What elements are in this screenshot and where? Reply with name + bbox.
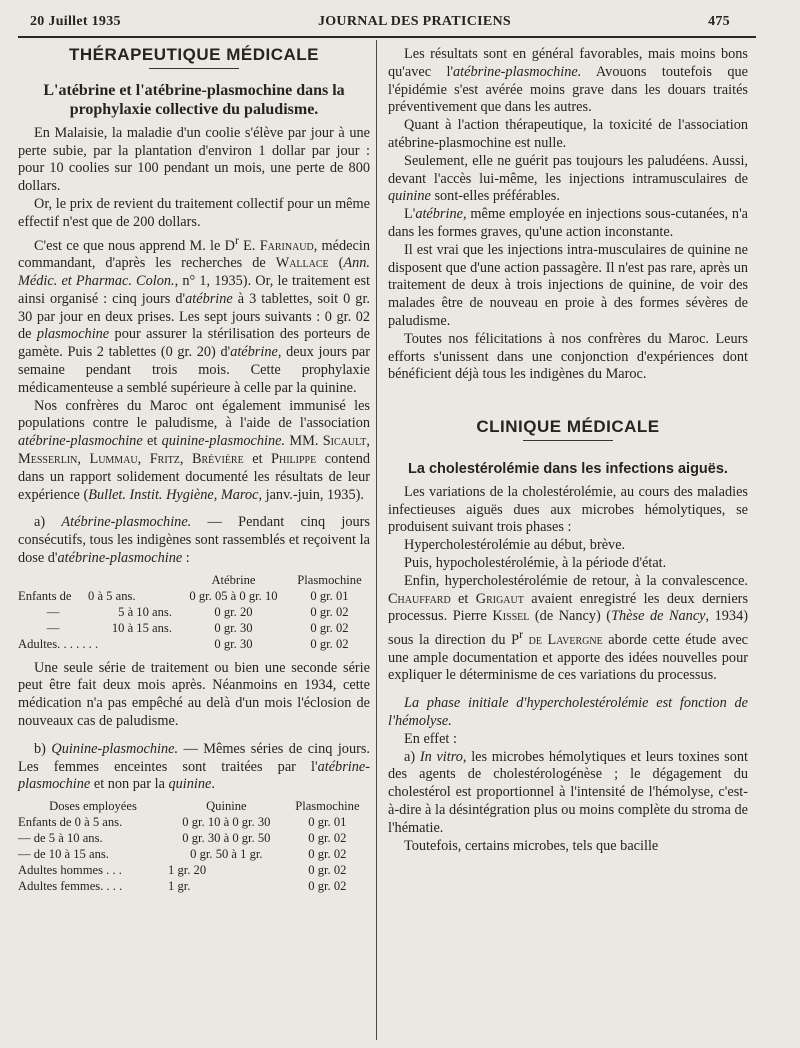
paragraph: Les résultats sont en général favorables, mais moins bons qu'avec l'atébrine-plasmochine. Avouons toutefois que l'épidémie s'est avérée moins grave dans les douars traités préventivement que dans les autres. <box>388 46 748 116</box>
paragraph: En effet : <box>404 730 457 747</box>
author-name: Kissel <box>492 608 530 625</box>
author-name: de Lavergne <box>528 631 603 648</box>
reference: Thèse de Nancy <box>611 608 706 625</box>
dosage-table-quinine <box>18 798 370 894</box>
author-names: Sicault, Messerlin, Lummau, Fritz, Brévière <box>18 433 370 467</box>
section-title-rule <box>149 68 239 69</box>
section-title-rule <box>523 440 613 441</box>
paragraph: Toutes nos félicitations à nos confrères du Maroc. Leurs efforts s'unissent dans une conjonction d'expériences dont bénéficient déjà tous les indigènes du Maroc. <box>388 330 748 383</box>
author-name: Farinaud <box>259 237 314 254</box>
paragraph: Or, le prix de revient du traitement collectif pour un même effectif n'est que de 200 dollars. <box>18 195 370 230</box>
table-header-row: Atébrine Plasmochine <box>211 572 362 587</box>
table-row: — 10 à 15 ans. 0 gr. 30 0 gr. 02 <box>46 620 349 635</box>
paragraph-italic: La phase initiale d'hypercholestérolémie est fonction de l'hémolyse. <box>388 695 748 730</box>
table-header-row: Doses employées Quinine Plasmochine <box>49 799 360 814</box>
paragraph: Nos confrères du Maroc ont également immunisé les populations contre le paludisme, à l'aide de l'association atébrine-plasmochine et quinine-plasmochine. MM. Sicault, Messerlin, Lummau, Fritz, Brévière et Philippe contend dans un rapport solidement documenté les résultats de leur expérience (Bullet. Instit. Hygiène, Maroc, janv.-juin, 1935). <box>18 397 370 503</box>
header-rule <box>18 36 756 38</box>
paragraph: Hypercholestérolémie au début, brève. <box>404 537 626 554</box>
article-title-atebrine: L'atébrine et l'atébrine-plasmochine dans la prophylaxie collective du paludisme. <box>43 81 345 118</box>
paragraph: L'atébrine, même employée en injections sous-cutanées, n'a dans les formes graves, qu'une action inconstante. <box>388 206 748 240</box>
paragraph: En Malaisie, la maladie d'un coolie s'élève par jour à une perte subie, par la plantation d'environ 1 dollar par jour : pour 10 coolies sur 100 pendant un mois, une perte de 800 dollars. <box>18 124 370 195</box>
section-title-therapeutique: THÉRAPEUTIQUE MÉDICALE <box>69 45 319 64</box>
paragraph: Enfin, hypercholestérolémie de retour, à la convalescence. Chauffard et Grigaut avaient enregistré les deux derniers processus. Pierre Kissel (de Nancy) (Thèse de Nancy, 1934) sous la direction du $P^r$ de Lavergne aborde cette étude avec une ample documentation et apporte des idées nouvelles pour expliquer le déterminisme de ces variations du processus. <box>388 572 749 684</box>
table-row: Adultes hommes . . . 1 gr. 20 0 gr. 02 <box>18 863 347 878</box>
table-row: — de 10 à 15 ans. 0 gr. 50 à 1 gr. 0 gr. 02 <box>18 847 347 862</box>
dosage-table-atebrine <box>18 572 370 652</box>
paragraph-a: a) Atébrine-plasmochine. — Pendant cinq jours consécutifs, tous les indigènes sont rassemblés et reçoivent la dose d'atébrine-plasmochine : <box>18 514 370 566</box>
section-title-clinique: CLINIQUE MÉDICALE <box>476 417 660 437</box>
paragraph: Une seule série de traitement ou bien une seconde série peut être fait deux mois après. Néanmoins en 1934, cette médication n'a pas empêché au delà d'un mois l'éclosion de nouveaux cas de paludisme. <box>18 659 370 730</box>
left-column <box>18 46 370 902</box>
paragraph: Quant à l'action thérapeutique, la toxicité de l'association atébrine-plasmochine est nulle. <box>388 117 748 151</box>
header-date: 20 Juillet 1935 <box>30 14 121 29</box>
paragraph: Les variations de la cholestérolémie, au cours des maladies infectieuses aiguës dues aux microbes hémolytiques, se produisent suivant trois phases : <box>388 483 748 536</box>
header-page-number: 475 <box>708 14 730 29</box>
table-row: Adultes femmes. . . . 1 gr. 0 gr. 02 <box>18 879 347 894</box>
paragraph: a) In vitro, les microbes hémolytiques et leurs toxines sont des agents de cholestérologénèse ; le dégagement du cholestérol est proportionnel à l'intensité de l'hémolyse, c'est-à-dire à la désintégration plus ou moins complète du stroma de l'hématie. <box>388 748 749 836</box>
paragraph: C'est ce que nous apprend M. le $D^r$ E. Farinaud, médecin commandant, d'après les recherches de Wallace (Ann. Médic. et Pharmac. Colon., n° 1, 1935). Or, le traitement est ainsi organisé : cinq jours d'atébrine à 3 tablettes, soit 0 gr. 30 par jour en deux prises. Les sept jours suivants : 0 gr. 02 de plasmochine pour assurer la stérilisation des porteurs de gamète. Puis 2 tablettes (0 gr. 20) d'atébrine, deux jours par semaine pendant trois mois. Cette prophylaxie médicamenteuse a semblé supérieure à celle par la quinine. <box>18 232 370 396</box>
author-name: Grigaut <box>475 590 524 607</box>
author-name: Wallace <box>275 255 329 272</box>
column-divider <box>376 40 377 1040</box>
reference: Bullet. Instit. Hygiène, Maroc <box>88 486 259 503</box>
author-name: Chauffard <box>388 590 451 607</box>
paragraph-b: b) Quinine-plasmochine. — Mêmes séries de cinq jours. Les femmes enceintes sont traitées par l'atébrine-plasmochine et non par la quinine. <box>18 740 370 793</box>
paragraph: Seulement, elle ne guérit pas toujours les paludéens. Aussi, devant l'accès lui-même, les injections intramusculaires de quinine sont-elles préférables. <box>388 152 748 205</box>
paragraph: Toutefois, certains microbes, tels que bacille <box>404 837 659 854</box>
table-row: — 5 à 10 ans. 0 gr. 20 0 gr. 02 <box>46 604 349 619</box>
table-row: — de 5 à 10 ans. 0 gr. 30 à 0 gr. 50 0 gr. 02 <box>18 831 347 846</box>
article-title-cholesterolemie: La cholestérolémie dans les infections aiguës. <box>408 460 728 477</box>
running-header <box>30 14 730 36</box>
header-journal-title: JOURNAL DES PRATICIENS <box>317 14 511 29</box>
table-row: Enfants de 0 à 5 ans. 0 gr. 05 à 0 gr. 10 0 gr. 01 <box>18 588 349 603</box>
paragraph: Puis, hypocholestérolémie, à la période d'état. <box>404 554 667 571</box>
right-column <box>388 46 748 855</box>
paragraph: Il est vrai que les injections intra-musculaires de quinine ne disposent que d'une action passagère. Il n'est pas rare, après un traitement de deux à trois injections de quinine, de voir des malades être de nouveau en proie à des formes sévères de paludisme. <box>388 241 748 329</box>
table-row: Adultes. . . . . . . 0 gr. 30 0 gr. 02 <box>18 636 349 651</box>
table-row: Enfants de 0 à 5 ans. 0 gr. 10 à 0 gr. 30 0 gr. 01 <box>18 815 347 830</box>
author-name: Philippe <box>271 450 317 467</box>
reference: Ann. Médic. et Pharmac. Colon. <box>18 255 370 289</box>
